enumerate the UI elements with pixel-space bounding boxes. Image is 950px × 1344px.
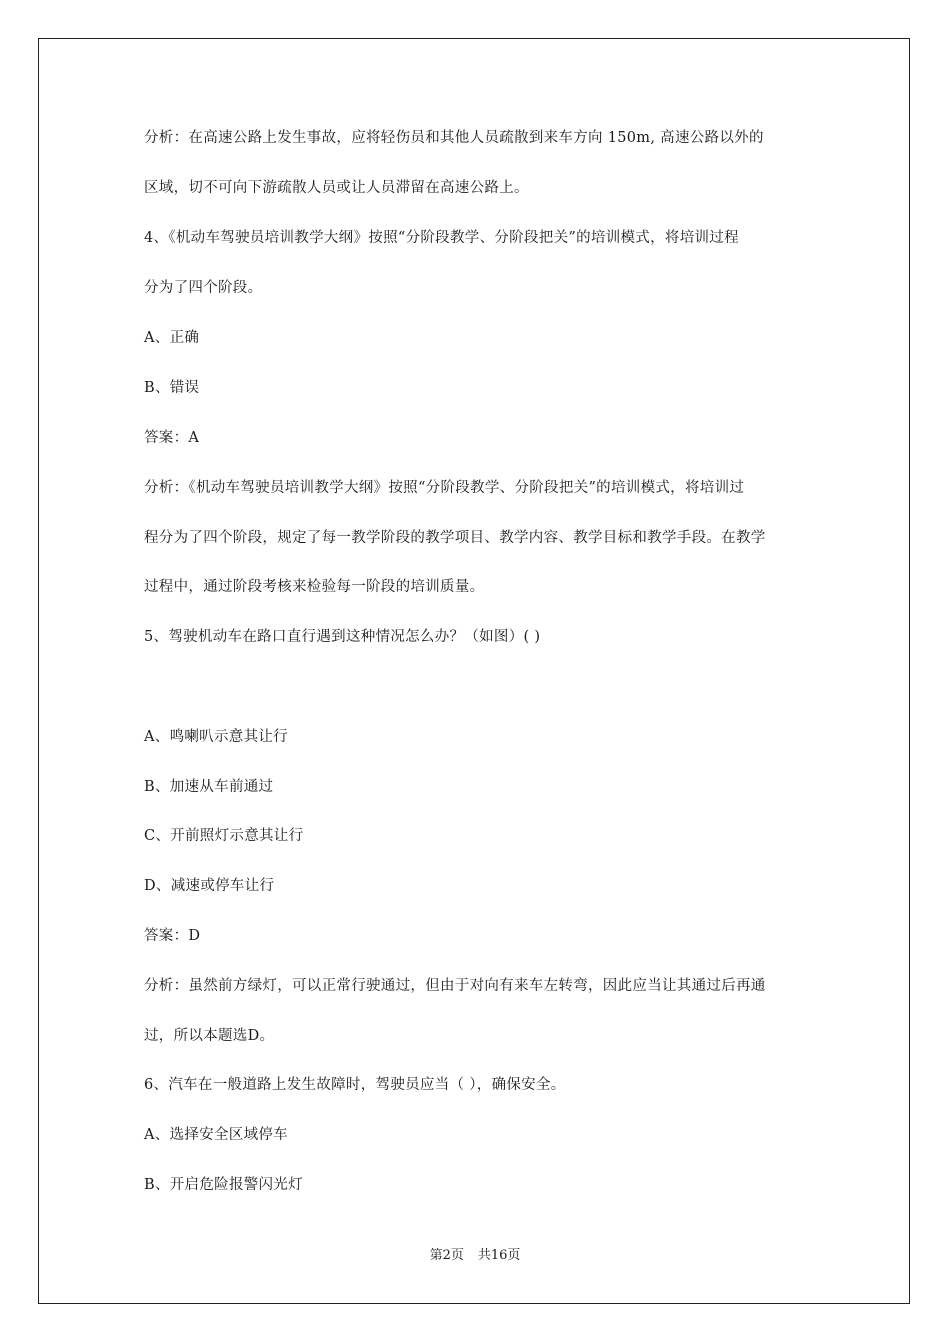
page-total: 共16页 — [477, 1248, 521, 1263]
analysis-q4-line-3: 过程中，通过阶段考核来检验每一阶段的培训质量。 — [144, 579, 485, 595]
q4-answer: 答案：A — [144, 430, 200, 446]
q5-option-c: C、开前照灯示意其让行 — [144, 828, 304, 844]
q5-option-d: D、减速或停车让行 — [144, 878, 275, 894]
question-6: 6、汽车在一般道路上发生故障时，驾驶员应当（ ），确保安全。 — [144, 1077, 566, 1093]
analysis-q3-line-2: 区域，切不可向下游疏散人员或让人员滞留在高速公路上。 — [144, 180, 529, 196]
q6-option-a: A、选择安全区域停车 — [144, 1127, 288, 1143]
q5-answer: 答案：D — [144, 928, 201, 944]
question-4-line-1: 4、《机动车驾驶员培训教学大纲》按照“分阶段教学、分阶段把关”的培训模式，将培训过程 — [144, 230, 739, 246]
q5-option-b: B、加速从车前通过 — [144, 779, 274, 795]
question-4-line-2: 分为了四个阶段。 — [144, 280, 263, 296]
q6-option-b: B、开启危险报警闪光灯 — [144, 1177, 303, 1193]
analysis-q5-line-1: 分析：虽然前方绿灯，可以正常行驶通过，但由于对向有来车左转弯，因此应当让其通过后再通 — [144, 978, 766, 994]
page-number: 第2页 — [429, 1248, 464, 1263]
q5-option-a: A、鸣喇叭示意其让行 — [144, 729, 288, 745]
question-5: 5、驾驶机动车在路口直行遇到这种情况怎么办？（如图）( ) — [144, 629, 541, 645]
q4-option-b: B、错误 — [144, 380, 200, 396]
analysis-q4-line-2: 程分为了四个阶段，规定了每一教学阶段的教学项目、教学内容、教学目标和教学手段。在教学 — [144, 530, 766, 546]
analysis-q4-line-1: 分析：《机动车驾驶员培训教学大纲》按照“分阶段教学、分阶段把关”的培训模式，将培训过 — [144, 480, 745, 496]
q4-option-a: A、正确 — [144, 330, 200, 346]
page-footer — [0, 1247, 950, 1265]
analysis-q5-line-2: 过，所以本题选D。 — [144, 1028, 275, 1044]
analysis-q3-line-1: 分析：在高速公路上发生事故，应将轻伤员和其他人员疏散到来车方向 150m, 高速公路以外的 — [144, 130, 764, 146]
